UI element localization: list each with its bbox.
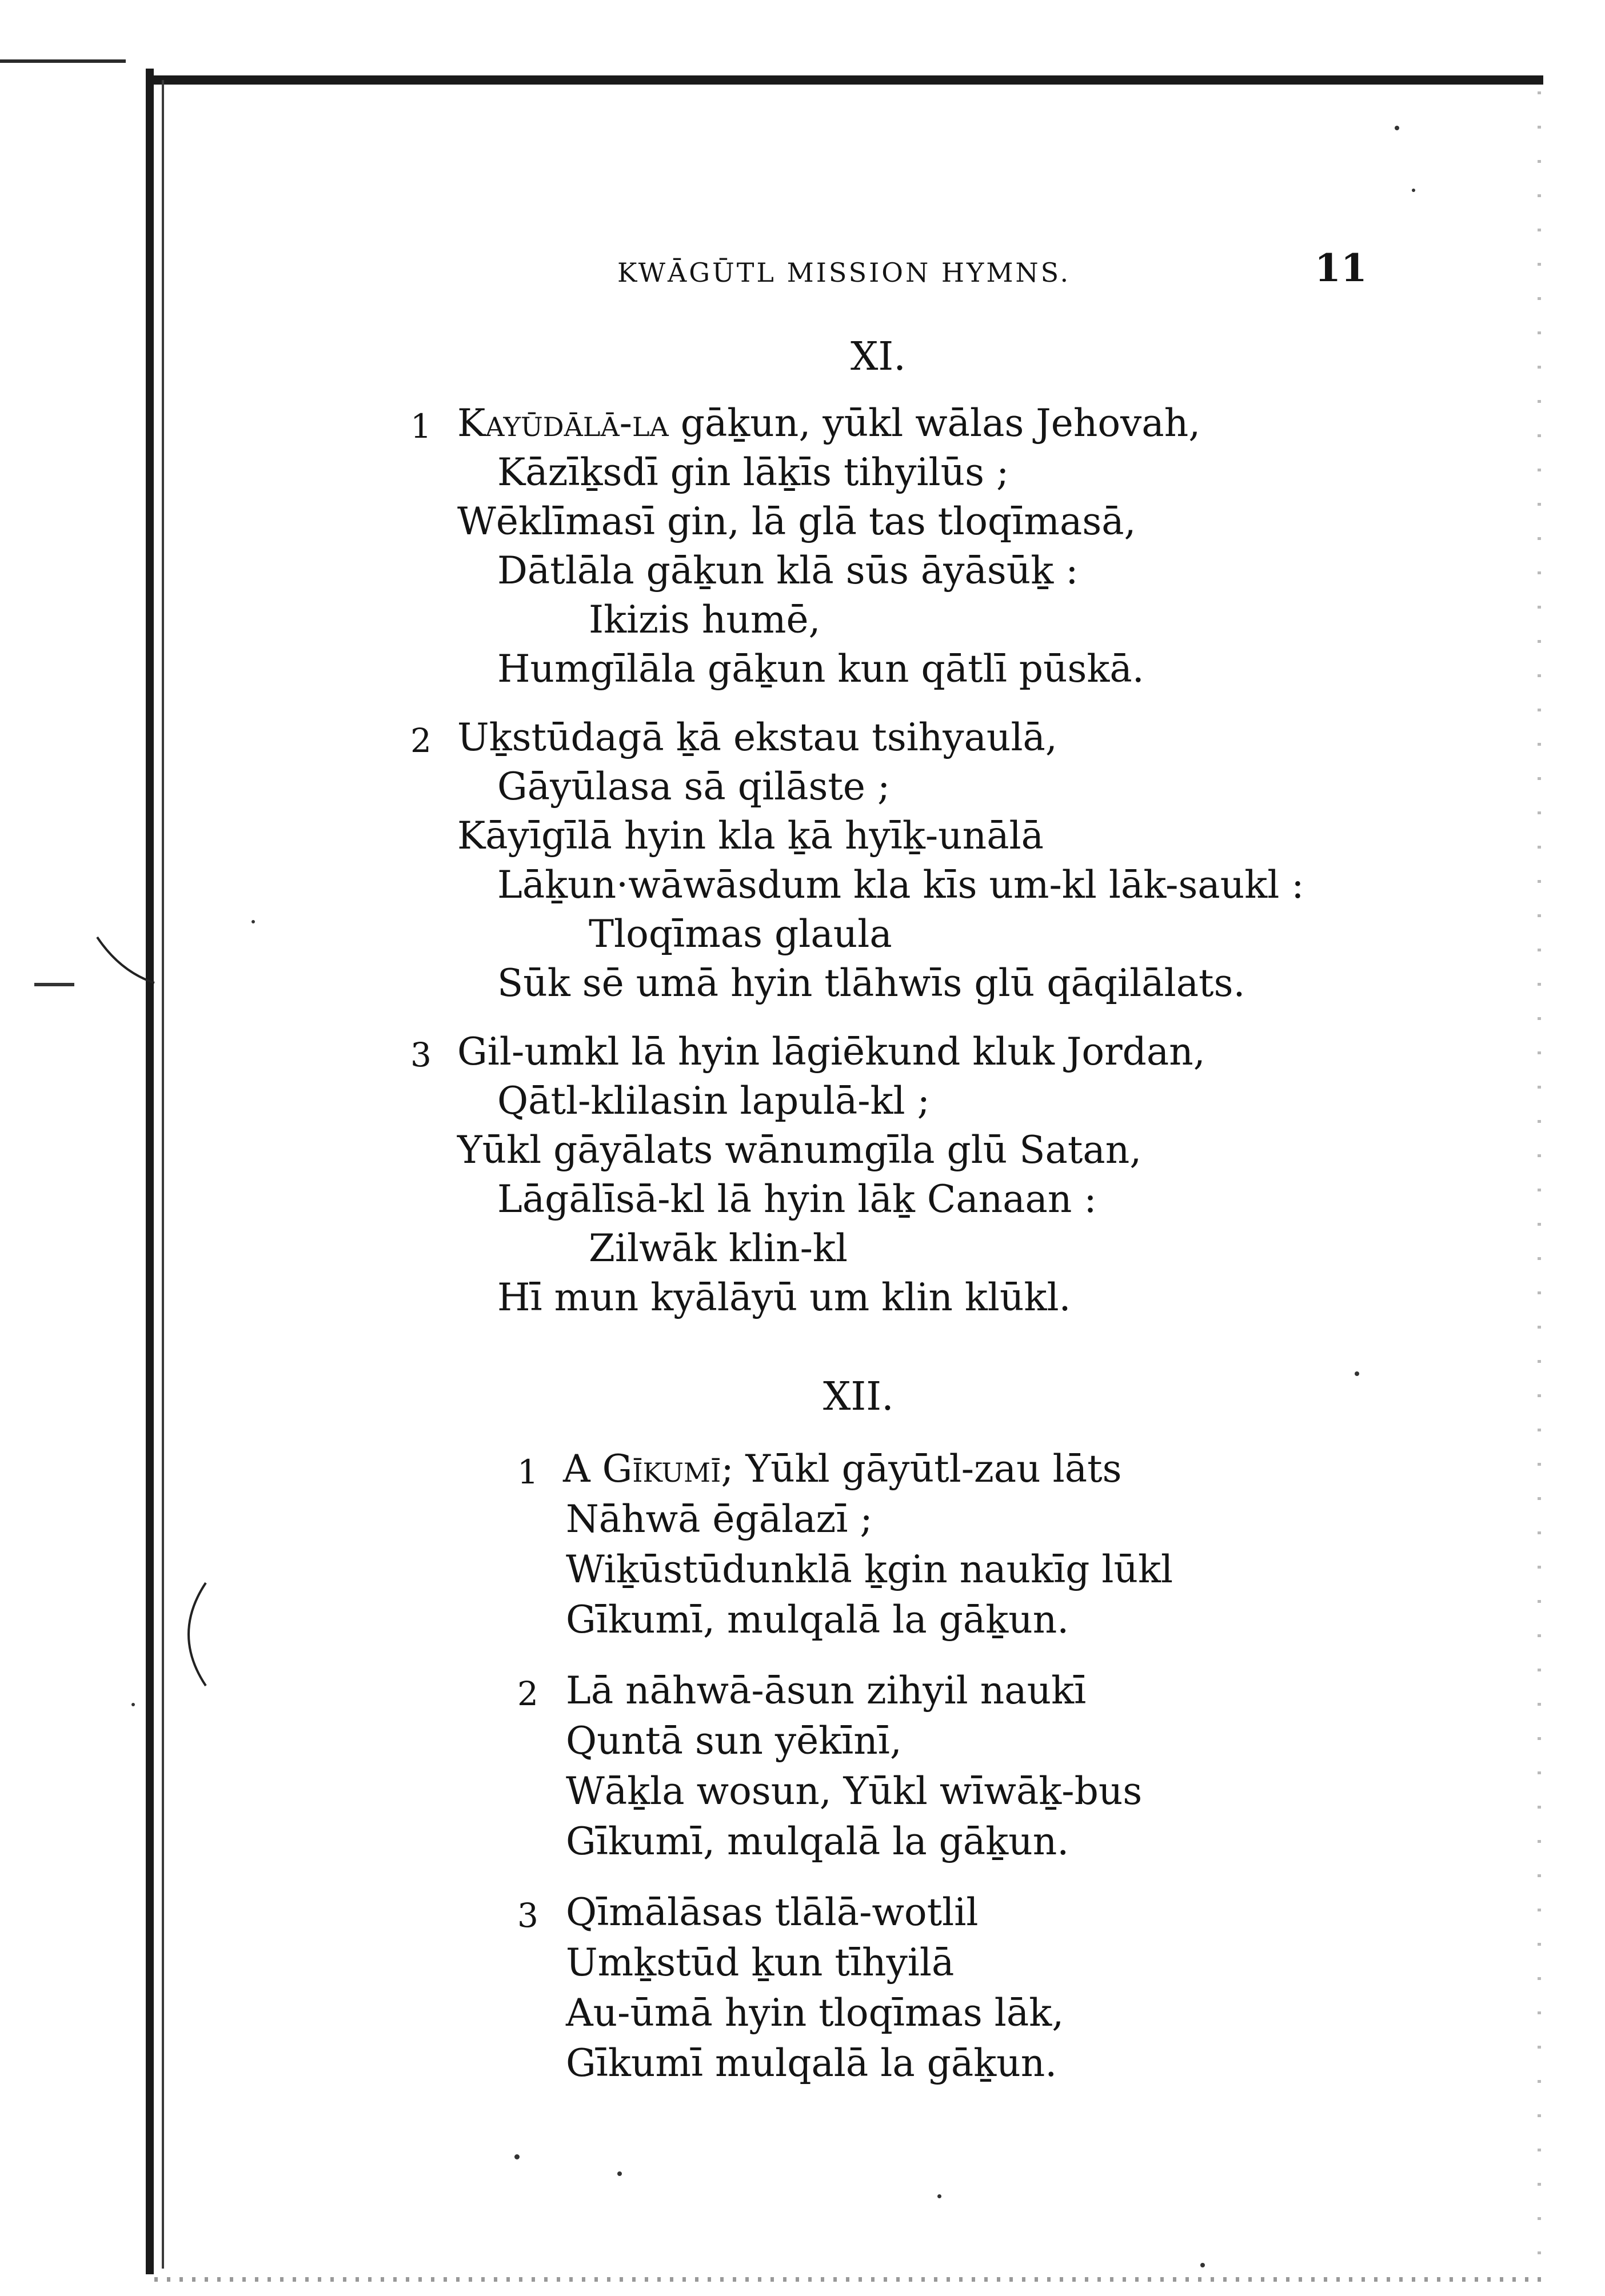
- verse-line: Gāyūlasa sā qilāste ;: [497, 765, 891, 809]
- verse-line: Quntā sun yēkīnī,: [566, 1719, 902, 1763]
- verse-first-word: A Gīkumī: [563, 1447, 721, 1491]
- verse-line: Humgīlāla gāḵun kun qātlī pūskā.: [497, 647, 1144, 691]
- verse-line-text: gāḵun, yūkl wālas Jehovah,: [668, 401, 1201, 445]
- speck: [617, 2171, 622, 2176]
- verse-line: Qīmālāsas tlālā-wotlil: [566, 1890, 979, 1934]
- verse-number: 2: [410, 721, 432, 760]
- verse-line: [457, 401, 1201, 445]
- verse-line: Wiḵūstūdunklā ḵgin naukīg lūkl: [566, 1547, 1173, 1591]
- verse-first-word: Kayūdālā-la: [457, 401, 669, 445]
- verse-line: Nāhwā ēgālazī ;: [566, 1497, 873, 1541]
- margin-mark: [34, 983, 74, 986]
- speck: [937, 2194, 941, 2198]
- right-scan-noise: [1538, 91, 1541, 2263]
- scan-edge-mark: [0, 59, 126, 63]
- top-border-rule: [149, 75, 1543, 85]
- verse-line: Lāgālīsā-kl lā hyin lāḵ Canaan :: [497, 1177, 1097, 1221]
- verse-line: Umḵstūd ḵun tīhyilā: [566, 1941, 955, 1985]
- verse-line: Gīkumī mulqalā la gāḵun.: [566, 2041, 1057, 2085]
- verse-line: Yūkl gāyālats wānumgīla glū Satan,: [457, 1128, 1142, 1172]
- hymn-number-xi: XI.: [851, 334, 906, 379]
- speck: [1395, 126, 1399, 130]
- margin-curve-mark: [91, 931, 160, 1000]
- verse-number: 3: [517, 1896, 538, 1935]
- verse-line: Hī mun kyālāyū um klin klūkl.: [497, 1275, 1071, 1319]
- verse-number: 2: [517, 1674, 538, 1713]
- verse-number: 1: [410, 407, 432, 446]
- page-number: 11: [1315, 246, 1367, 290]
- speck: [131, 1703, 135, 1706]
- verse-number: 3: [410, 1035, 432, 1074]
- bottom-scan-noise: [154, 2277, 1543, 2282]
- verse-line: Wāḵla wosun, Yūkl wīwāḵ-bus: [566, 1769, 1143, 1813]
- verse-line: Zilwāk klin-kl: [589, 1226, 848, 1270]
- verse-line: Kāzīḵsdī gin lāḵīs tihyilūs ;: [497, 450, 1009, 494]
- verse-line: Kāyīgīlā hyin kla ḵā hyīḵ-unālā: [457, 814, 1044, 858]
- verse-line: Gīkumī, mulqalā la gāḵun.: [566, 1598, 1069, 1642]
- speck: [1412, 189, 1415, 192]
- verse-line: Qātl-klilasin lapulā-kl ;: [497, 1079, 930, 1123]
- verse-number: 1: [517, 1453, 538, 1491]
- verse-line-text: ; Yūkl gāyūtl-zau lāts: [721, 1447, 1122, 1491]
- verse-line: Lā nāhwā-āsun zihyil naukī: [566, 1669, 1087, 1713]
- verse-line: Ikizis humē,: [589, 598, 821, 642]
- binding-edge-inner: [162, 80, 164, 2269]
- verse-line: Wēklīmasī gin, lā glā tas tloqīmasā,: [457, 499, 1136, 543]
- verse-line: Sūk sē umā hyin tlāhwīs glū qāqilālats.: [497, 961, 1245, 1005]
- verse-line: Lāḵun·wāwāsdum kla kīs um-kl lāk-saukl :: [497, 863, 1304, 907]
- verse-line: Tloqīmas glaula: [589, 912, 892, 956]
- verse-line: Au-ūmā hyin tloqīmas lāk,: [566, 1991, 1064, 2035]
- verse-line: [563, 1447, 1122, 1491]
- book-title: KWĀGŪTL MISSION HYMNS.: [617, 257, 1071, 288]
- speck: [1355, 1371, 1359, 1376]
- speck: [1200, 2263, 1205, 2267]
- speck: [251, 920, 255, 923]
- speck: [514, 2154, 520, 2159]
- binding-edge: [146, 69, 154, 2274]
- verse-line: Gil-umkl lā hyin lāgiēkund kluk Jordan,: [457, 1030, 1205, 1074]
- hymn-number-xii: XII.: [823, 1374, 894, 1419]
- margin-paren-mark: [171, 1577, 217, 1691]
- verse-line: Dātlāla gāḵun klā sūs āyāsūḵ :: [497, 549, 1079, 593]
- verse-line: Gīkumī, mulqalā la gāḵun.: [566, 1819, 1069, 1863]
- verse-line: Uḵstūdagā ḵā ekstau tsihyaulā,: [457, 715, 1057, 759]
